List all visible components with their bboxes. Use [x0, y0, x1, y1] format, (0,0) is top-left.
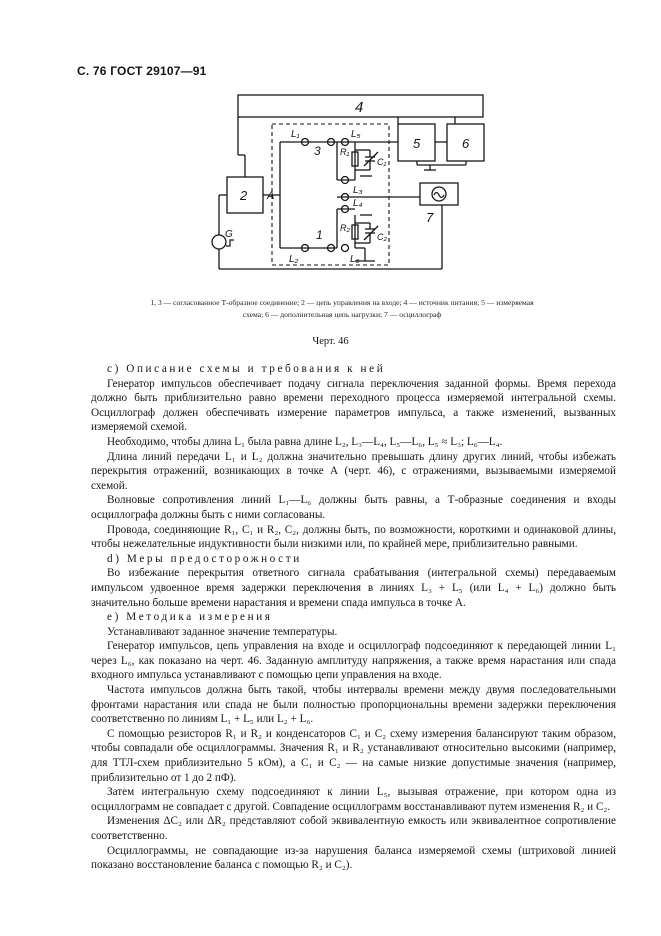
- section-heading: d) Меры предосторожности: [107, 552, 302, 565]
- label-C2: C₂: [377, 232, 387, 242]
- label-generator: G: [225, 229, 233, 240]
- page-header: С. 76 ГОСТ 29107—91: [77, 64, 207, 78]
- paragraph: Генератор импульсов обеспечивает подачу сигнала переключения заданной формы. Время перехода должно быть приблизительно равно времени переходного процесса измеряемой интегральной схемы. Осциллограф должен обеспечивать измерение параметров импульса, а также изменений, вызванных измеряемой схемой.: [91, 377, 616, 434]
- generator-icon: [212, 235, 226, 249]
- paragraph: Длина линий передачи L₁ и L₂ должна значительно превышать длину других линий, чтобы избежать перекрытия отражений, возникающих в точке А (черт. 46), с отражениями, вызываемыми измеряемой схемой.: [91, 450, 616, 492]
- paragraph: Частота импульсов должна быть такой, чтобы интервалы времени между двумя последовательными фронтами нарастания или спада не были полностью пропорциональны времени задержки переключения соответственно по линиям L₁ + L₅ или L₂ + L₆.: [91, 684, 616, 726]
- label-T-connector-1: 1: [316, 228, 323, 242]
- paragraph: Провода, соединяющие R₁, C₁ и R₂, C₂, должны быть, по возможности, короткими и одинаковой длины, чтобы нежелательные индуктивности были низкими или, по крайней мере, приблизительно равными.: [91, 523, 616, 551]
- label-block-7: 7: [426, 210, 434, 225]
- paragraph: Волновые сопротивления линий L₁—L₆ должны быть равны, а Т-образные соединения и входы осциллографа должны быть с ними согласованы.: [91, 494, 616, 521]
- figure-caption: [82, 297, 602, 321]
- figure-label: Черт. 46: [312, 336, 349, 347]
- caption-line-1: 1, 3 — согласованное Т-образное соединение; 2 — цепь управления на входе; 4 — источник питания; 5 — измеряемая: [150, 298, 534, 307]
- paragraph: Осциллограммы, не совпадающие из-за нарушения баланса измеряемой схемы (штриховой линией показано восстановление баланса с помощью R₂ и C₂).: [91, 844, 616, 872]
- label-block-4: 4: [355, 99, 364, 116]
- caption-line-2: схема; 6 — дополнительная цепь нагрузки; 7 — осциллограф: [242, 310, 442, 319]
- label-T-connector-3: 3: [314, 144, 321, 158]
- label-L6: L₆: [350, 254, 360, 265]
- label-L5: L₅: [351, 129, 361, 140]
- label-R2: R₂: [340, 223, 350, 233]
- section-heading: е) Методика измерения: [107, 611, 273, 624]
- paragraph: С помощью резисторов R₁ и R₂ и конденсаторов C₁ и C₂ схему измерения балансируют таким образом, чтобы совпадали обе осциллограммы. Значения R₁ и R₂ устанавливают относительно высокими (например, для ТТЛ-схем приблизительно 5 кОм), а C₁ и C₂ — на самые низкие допустимые значения (например, приблизительно от 1 до 2 пФ).: [91, 727, 616, 784]
- label-L3: L₃: [353, 185, 363, 196]
- paragraph: Во избежание перекрытия ответного сигнала срабатывания (интегральной схемы) передаваемым импульсом удвоенное время задержки переключения в линиях L₃ + L₅ (или L₄ + L₆) должно быть значительно больше времени нарастания и времени спада импульса в точке А.: [91, 567, 616, 609]
- paragraph: Необходимо, чтобы длина L₁ была равна длине L₂, L₃—L₄, L₅—L₆, L₅ ≈ L₃; L₆—L₄.: [107, 435, 503, 448]
- label-L2: L₂: [289, 254, 299, 265]
- body-text: [91, 362, 616, 873]
- paragraph: Изменения ΔC₂ или ΔR₂ представляют собой эквивалентную емкость или эквивалентное сопротивление соответственно.: [91, 815, 616, 842]
- label-block-6: 6: [462, 136, 470, 151]
- label-block-5: 5: [413, 136, 421, 151]
- label-C1: C₁: [377, 157, 387, 167]
- paragraph: Генератор импульсов, цепь управления на входе и осциллограф подсоединяют к передающей линии L₁ через L₆, как показано на черт. 46. Заданную амплитуду напряжения, а также время нарастания или спада входного импульса устанавливают с помощью цепи управления на входе.: [91, 640, 616, 682]
- paragraph: Затем интегральную схему подсоединяют к линии L₅, вызывая отражение, при котором одна из осциллограмм не совпадает с другой. Совпадение осциллограмм восстанавливают путем изменения R₂ и C₂.: [91, 786, 616, 813]
- section-heading: с) Описание схемы и требования к ней: [107, 363, 386, 375]
- paragraph: Устанавливают заданное значение температуры.: [107, 625, 338, 638]
- label-R1: R₁: [340, 147, 350, 157]
- circuit-diagram: [0, 0, 661, 300]
- label-L4: L₄: [353, 198, 363, 209]
- label-point-A: А: [267, 190, 275, 202]
- label-block-2: 2: [240, 188, 248, 203]
- label-L1: L₁: [291, 129, 300, 140]
